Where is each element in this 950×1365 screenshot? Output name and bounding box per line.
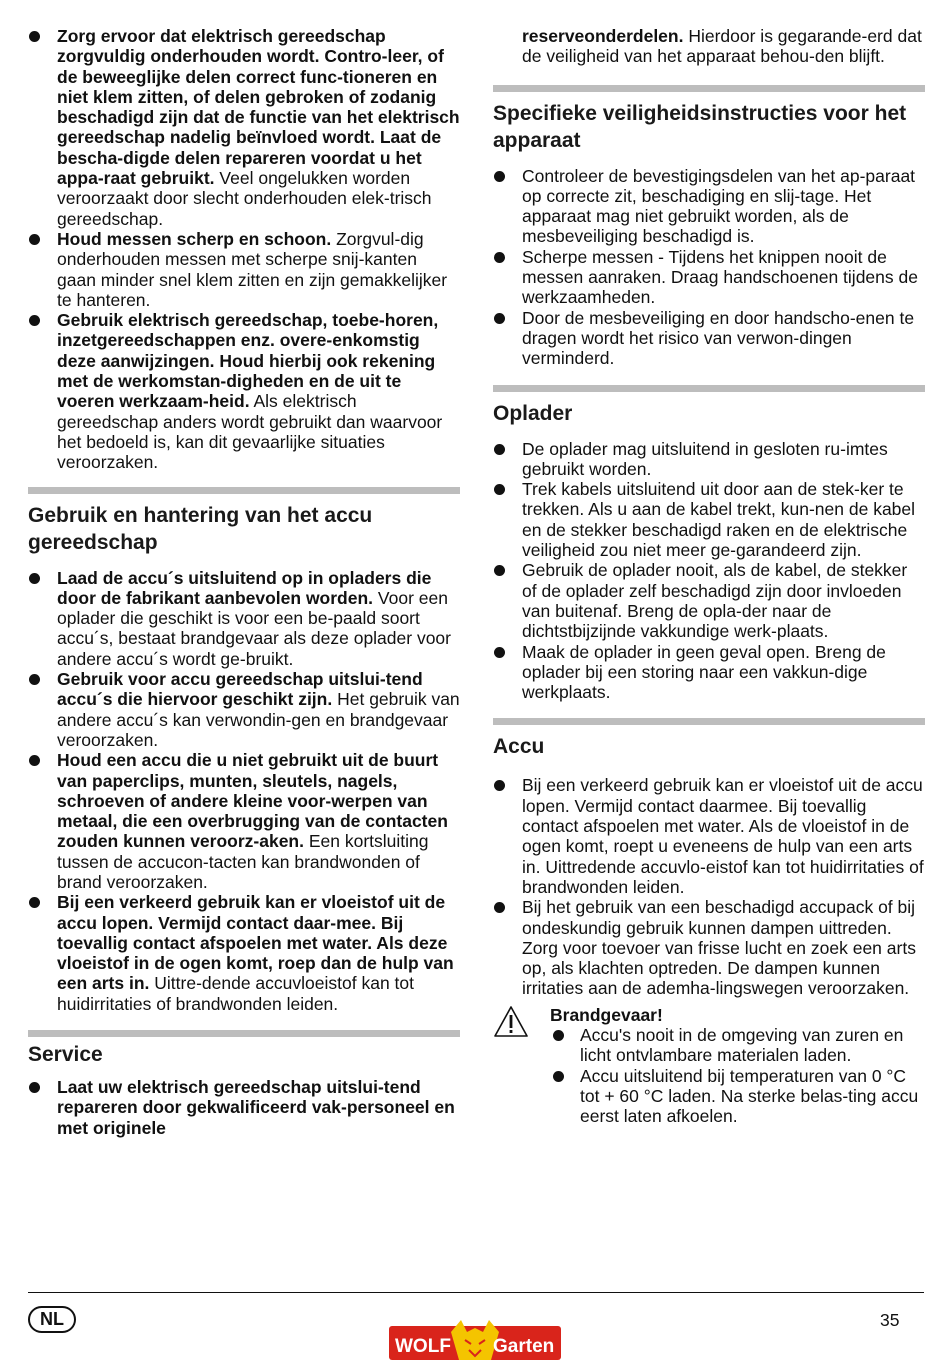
list-item: Accu's nooit in de omgeving van zuren en licht ontvlambare materialen laden. bbox=[493, 1025, 925, 1066]
list-item: Gebruik voor accu gereedschap uitslui-tend accu´s die hiervoor geschikt zijn. Het gebruik van andere accu´s kan verwondin-gen en brandgevaar veroorzaken. bbox=[28, 669, 460, 750]
section-divider bbox=[493, 718, 925, 725]
specific-list bbox=[493, 166, 925, 369]
list-item: Accu uitsluitend bij temperaturen van 0 °C tot + 60 °C laden. Na sterke belas-ting accu eerst laten afkoelen. bbox=[493, 1066, 925, 1127]
list-item: Bij een verkeerd gebruik kan er vloeistof uit de accu lopen. Vermijd contact daarmee. Bij toevallig contact afspoelen met water. Als de vloeistof in de ogen komt, roept u eveneens de hulp van een arts in. Uittredende accuvlo-eistof kan tot huidirritaties of brandwonden leiden. bbox=[493, 775, 925, 897]
section-divider bbox=[493, 385, 925, 392]
section-heading-specific: Specifieke veiligheidsinstructies voor het apparaat bbox=[493, 101, 907, 152]
list-item: Zorg ervoor dat elektrisch gereedschap zorgvuldig onderhouden wordt. Contro-leer, of de beweeglijke delen correct func-tioneren en niet klem zitten, of delen gebroken of zodanig beschadigd zijn dat de functie van het elektrisch gereedschap nadelig beïnvloed wordt. Laat de bescha-digde delen repareren voordat u het appa-raat gebruikt. Veel ongelukken worden veroorzaakt door slecht onderhouden elek-trisch gereedschap. bbox=[28, 26, 460, 229]
list-item: Bij een verkeerd gebruik kan er vloeistof uit de accu lopen. Vermijd contact daar-mee. Bij toevallig contact afspoelen met water. Als deze vloeistof in de ogen komt, roep dan de hulp van een arts in. Uittre-dende accuvloeistof kan tot huidirritaties of brandwonden leiden. bbox=[28, 892, 460, 1014]
svg-text:WOLF: WOLF bbox=[395, 1336, 451, 1357]
left-column bbox=[28, 26, 460, 1138]
section-divider bbox=[28, 487, 460, 494]
list-item: Maak de oplader in geen geval open. Breng de oplader bij een storing naar een vakkun-dige werkplaats. bbox=[493, 642, 925, 703]
service-list bbox=[28, 1077, 460, 1138]
warning-title: Brandgevaar! bbox=[550, 1004, 663, 1025]
list-item: Houd een accu die u niet gebruikt uit de buurt van paperclips, munten, sleutels, nagels, schroeven of andere kleine voor-werpen van metaal, die een overbrugging van de contacten zouden kunnen veroorz-aken. Een kortsluiting tussen de accucon-tacten kan brandwonden of brand veroorzaken. bbox=[28, 750, 460, 892]
fire-warning bbox=[493, 1005, 925, 1127]
list-item: Door de mesbeveiliging en door handscho-enen te dragen wordt het risico van verwon-dingen verminderd. bbox=[493, 308, 925, 369]
section-divider bbox=[493, 85, 925, 92]
list-item: Scherpe messen - Tijdens het knippen nooit de messen aanraken. Draag handschoenen tijdens de werkzaamheden. bbox=[493, 247, 925, 308]
list-item: Gebruik de oplader nooit, als de kabel, de stekker of de oplader zelf beschadigd zijn door invloeden van buitenaf. Breng de opla-der naar de dichtstbijzijnde vakkundige werk-plaats. bbox=[493, 560, 925, 641]
page-number: 35 bbox=[880, 1310, 900, 1330]
list-item: De oplader mag uitsluitend in gesloten ru-imtes gebruikt worden. bbox=[493, 439, 925, 480]
list-item: Trek kabels uitsluitend uit door aan de stek-ker te trekken. Als u aan de kabel trekt, kun-nen de kabel en de stekker beschadigd raken en de elektrische veiligheid zou niet meer ge-garandeerd zijn. bbox=[493, 479, 925, 560]
battery-tool-list bbox=[28, 568, 460, 1015]
language-badge: NL bbox=[28, 1306, 76, 1333]
wolf-garten-logo bbox=[389, 1316, 561, 1362]
section-heading-charger: Oplader bbox=[493, 401, 573, 425]
continuation-text: reserveonderdelen. Hierdoor is gegarande-erd dat de veiligheid van het apparaat behou-den blijft. bbox=[522, 26, 922, 67]
right-column bbox=[493, 26, 925, 1126]
section-heading-service: Service bbox=[28, 1043, 103, 1067]
charger-list bbox=[493, 439, 925, 703]
svg-text:Garten: Garten bbox=[493, 1336, 555, 1357]
accu-list bbox=[493, 775, 925, 998]
list-item: Laad de accu´s uitsluitend op in opladers die door de fabrikant aanbevolen worden. Voor een oplader die geschikt is voor een be-paald soort accu´s, bestaat brandgevaar als deze oplader voor andere accu´s wordt ge-bruikt. bbox=[28, 568, 460, 669]
section-divider bbox=[28, 1030, 460, 1037]
list-item: Controleer de bevestigingsdelen van het ap-paraat op correcte zit, beschadiging en slij-tage. Het apparaat mag niet gebruikt worden, als de mesbeveiliging beschadigd is. bbox=[493, 166, 925, 247]
warning-list bbox=[493, 1025, 925, 1126]
list-item: Gebruik elektrisch gereedschap, toebe-horen, inzetgereedschappen enz. overe-enkomstig deze aanwijzingen. Houd hierbij ook rekening met de werkomstan-digheden en de uit te voeren werkzaam-heid. Als elektrisch gereedschap anders wordt gebruikt dan waarvoor het bedoeld is, kan dit gevaarlijke situaties veroorzaken. bbox=[28, 310, 460, 472]
list-item: Houd messen scherp en schoon. Zorgvul-dig onderhouden messen met scherpe snij-kanten gaan minder snel klem zitten en zijn gemakkelijker te hanteren. bbox=[28, 229, 460, 310]
section-heading-accu: Accu bbox=[493, 735, 545, 759]
intro-list bbox=[28, 26, 460, 473]
section-heading-battery-tool: Gebruik en hantering van het accu gereedschap bbox=[28, 503, 373, 554]
footer-divider bbox=[28, 1292, 924, 1293]
list-item: Laat uw elektrisch gereedschap uitslui-tend repareren door gekwalificeerd vak-personeel en met originele bbox=[28, 1077, 460, 1138]
list-item: Bij het gebruik van een beschadigd accupack of bij ondeskundig gebruik kunnen dampen uittreden. Zorg voor toevoer van frisse lucht en zoek een arts op, als klachten optreden. De dampen kunnen irritaties aan de ademha-lingswegen veroorzaken. bbox=[493, 897, 925, 998]
